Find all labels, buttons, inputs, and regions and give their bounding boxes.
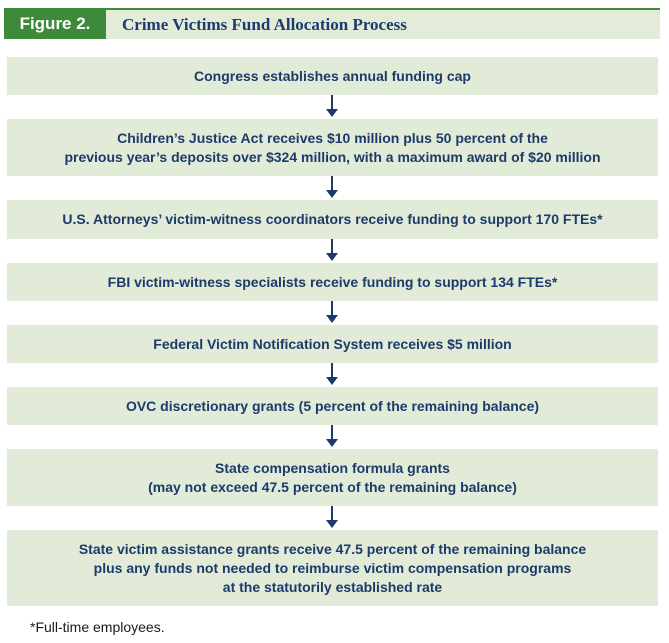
step-4-line-1: FBI victim-witness specialists receive funding to support 134 FTEs* xyxy=(107,273,558,290)
step-2-line-2: previous year’s deposits over $324 million, with a maximum award of $20 million xyxy=(64,148,601,165)
step-6-box xyxy=(7,387,658,425)
figure-header xyxy=(4,8,660,39)
step-1-line-1: Congress establishes annual funding cap xyxy=(194,67,471,84)
step-8-line-2: plus any funds not needed to reimburse victim compensation programs xyxy=(93,559,572,576)
arrow-4-icon xyxy=(326,301,338,325)
arrow-2-icon xyxy=(326,176,338,200)
step-1-box xyxy=(7,57,658,95)
step-4-box xyxy=(7,263,658,301)
step-7-line-2: (may not exceed 47.5 percent of the remaining balance) xyxy=(148,478,517,495)
arrow-1-icon xyxy=(326,95,338,119)
step-8-line-3: at the statutorily established rate xyxy=(222,578,443,595)
step-5-line-1: Federal Victim Notification System receives $5 million xyxy=(153,335,512,352)
step-7-line-1: State compensation formula grants xyxy=(215,459,450,476)
step-5-box xyxy=(7,325,658,363)
footnote: *Full-time employees. xyxy=(30,619,165,635)
step-2-line-1: Children’s Justice Act receives $10 million plus 50 percent of the xyxy=(117,129,548,146)
figure-title: Crime Victims Fund Allocation Process xyxy=(122,15,407,34)
step-8-box xyxy=(7,530,658,606)
arrow-5-icon xyxy=(326,363,338,387)
arrow-3-icon xyxy=(326,239,338,263)
figure-label: Figure 2. xyxy=(4,8,106,39)
step-6-line-1: OVC discretionary grants (5 percent of the remaining balance) xyxy=(125,397,540,414)
step-8-line-1: State victim assistance grants receive 47.5 percent of the remaining balance xyxy=(78,540,587,557)
step-7-box xyxy=(7,449,658,506)
step-3-line-1: U.S. Attorneys’ victim-witness coordinators receive funding to support 170 FTEs* xyxy=(62,211,603,227)
step-2-box xyxy=(7,119,658,176)
arrow-6-icon xyxy=(326,425,338,449)
arrow-7-icon xyxy=(326,506,338,530)
step-3-box xyxy=(7,200,658,239)
